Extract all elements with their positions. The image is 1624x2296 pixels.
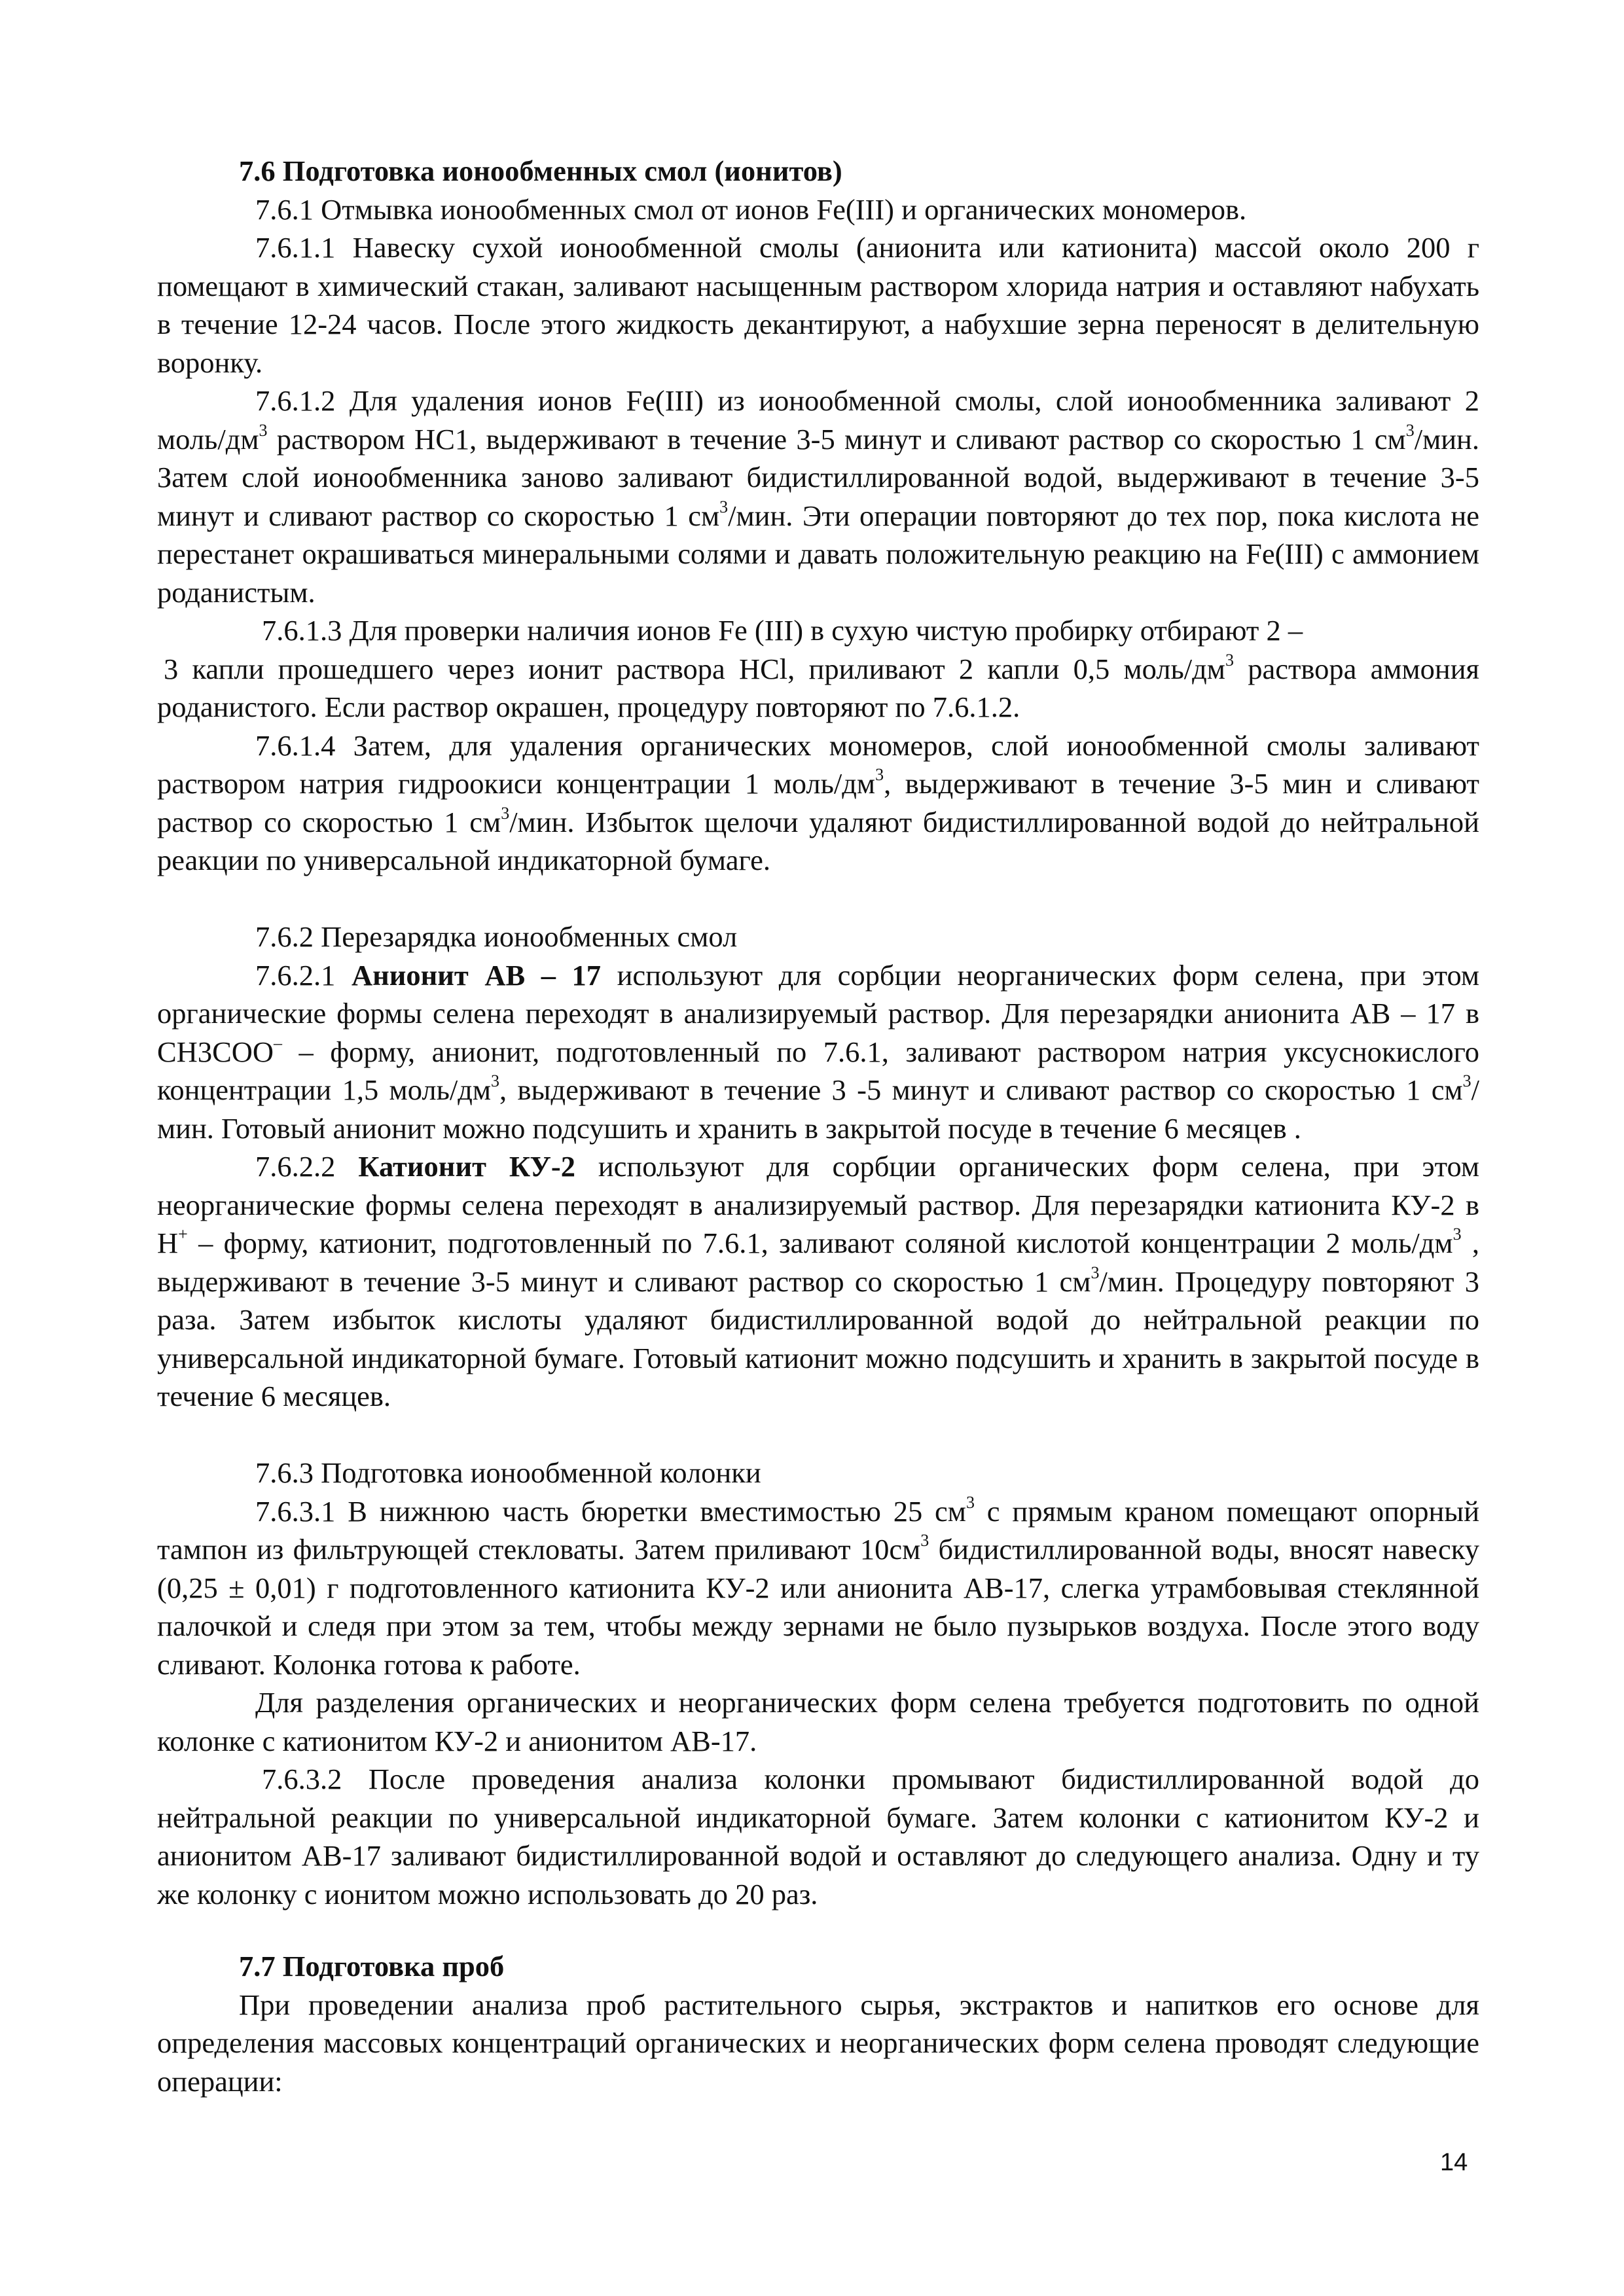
section-heading-7-6: 7.6 Подготовка ионообменных смол (ионитов) bbox=[239, 154, 842, 187]
subsection-7-6-3: 7.6.3 Подготовка ионообменной колонки bbox=[255, 1456, 761, 1489]
paragraph-7-6-1-3: 7.6.1.3 Для проверки наличия ионов Fe (III) в сухую чистую пробирку отбирают 2 – bbox=[262, 614, 1303, 647]
paragraph-7-6-1-2: 7.6.1.2 Для удаления ионов Fe(III) из ионообменной смолы, слой ионообменника заливают 2 моль/$дм^3$ раствором НС1, выдерживают в течение 3-5 минут и сливают раствор со скоростью 1 $см^3$/мин. Затем слой ионообменника заново заливают бидистиллированной водой, выдерживают в течение 3-5 минут и сливают раствор со скоростью 1 $см^3$/мин. Эти операции повторяют до тех пор, пока кислота не перестанет окрашиваться минеральными солями и давать положительную реакцию на Fe(III) с аммонием роданистым. bbox=[157, 384, 1479, 609]
paragraph-7-6-1-1: 7.6.1.1 Навеску сухой ионообменной смолы (анионита или катионита) массой около 200 г помещают в химический стакан, заливают насыщенным раствором хлорида натрия и оставляют набухать в течение 12-24 часов. После этого жидкость декантируют, а набухшие зерна переносят в делительную воронку. bbox=[157, 231, 1479, 379]
paragraph-7-6-3-2: 7.6.3.2 После проведения анализа колонки промывают бидистиллированной водой до нейтральной реакции по универсальной индикаторной бумаге. Затем колонки с катионитом КУ-2 и анионитом АВ-17 заливают бидистиллированной водой и оставляют до следующего анализа. Одну и ту же колонку с ионитом можно использовать до 20 раз. bbox=[157, 1763, 1479, 1910]
paragraph-7-7-intro: При проведении анализа проб растительного сырья, экстрактов и напитков его основе для определения массовых концентраций органических и неорганических форм селена проводят следующие операции: bbox=[157, 1988, 1479, 2098]
section-heading-7-7: 7.7 Подготовка проб bbox=[239, 1950, 505, 1982]
page-number: 14 bbox=[1440, 2149, 1468, 2176]
paragraph-7-6-3-1: 7.6.3.1 В нижнюю часть бюретки вместимостью 25 $см^3$ с прямым краном помещают опорный тампон из фильтрующей стекловаты. Затем приливают $10см^3$ бидистиллированной воды, вносят навеску (0,25 ± 0,01) г подготовленного катионита КУ-2 или анионита АВ-17, слегка утрамбовывая стеклянной палочкой и следя при этом за тем, чтобы между зернами не было пузырьков воздуха. После этого воду сливают. Колонка готова к работе. bbox=[157, 1492, 1480, 1681]
paragraph-7-6-1-4: 7.6.1.4 Затем, для удаления органических мономеров, слой ионообменной смолы заливают раствором натрия гидроокиси концентрации 1 моль/$дм^3$, выдерживают в течение 3-5 мин и сливают раствор со скоростью 1 $см^3$/мин. Избыток щелочи удаляют бидистиллированной водой до нейтральной реакции по универсальной индикаторной бумаге. bbox=[157, 728, 1480, 876]
paragraph-7-6-2-1: 7.6.2.1 Анионит АВ – 17 используют для сорбции неорганических форм селена, при этом органические формы селена переходят в анализируемый раствор. Для перезарядки анионита АВ – 17 в CH3COO– – форму, анионит, подготовленный по 7.6.1, заливают раствором натрия уксуснокислого концентрации 1,5 моль/$дм^3$, выдерживают в течение 3 -5 минут и сливают раствор со скоростью 1 $см^3$/мин. Готовый анионит можно подсушить и хранить в закрытой посуде в течение 6 месяцев . bbox=[157, 958, 1480, 1145]
subsection-7-6-2: 7.6.2 Перезарядка ионообменных смол bbox=[255, 920, 738, 953]
paragraph-column-separation: Для разделения органических и неорганических форм селена требуется подготовить по одной колонке с катионитом КУ-2 и анионитом АВ-17. bbox=[157, 1686, 1479, 1757]
paragraph-7-6-2-2: 7.6.2.2 Катионит КУ-2 используют для сорбции органических форм селена, при этом неорганические формы селена переходят в анализируемый раствор. Для перезарядки катионита КУ-2 в Н+ – форму, катионит, подготовленный по 7.6.1, заливают соляной кислотой концентрации 2 моль/$дм^3$ , выдерживают в течение 3-5 минут и сливают раствор со скоростью 1 $см^3$/мин. Процедуру повторяют 3 раза. Затем избыток кислоты удаляют бидистиллированной водой до нейтральной реакции по универсальной индикаторной бумаге. Готовый катионит можно подсушить и хранить в закрытой посуде в течение 6 месяцев. bbox=[157, 1150, 1480, 1412]
paragraph-7-6-1: 7.6.1 Отмывка ионообменных смол от ионов Fe(III) и органических мономеров. bbox=[255, 192, 1247, 226]
document-page bbox=[157, 152, 1479, 2100]
paragraph-7-6-1-3-cont: 3 капли прошедшего через ионит раствора HCl, приливают 2 капли 0,5 моль/$дм^3$ раствора аммония роданистого. Если раствор окрашен, процедуру повторяют по 7.6.1.2. bbox=[157, 650, 1480, 723]
